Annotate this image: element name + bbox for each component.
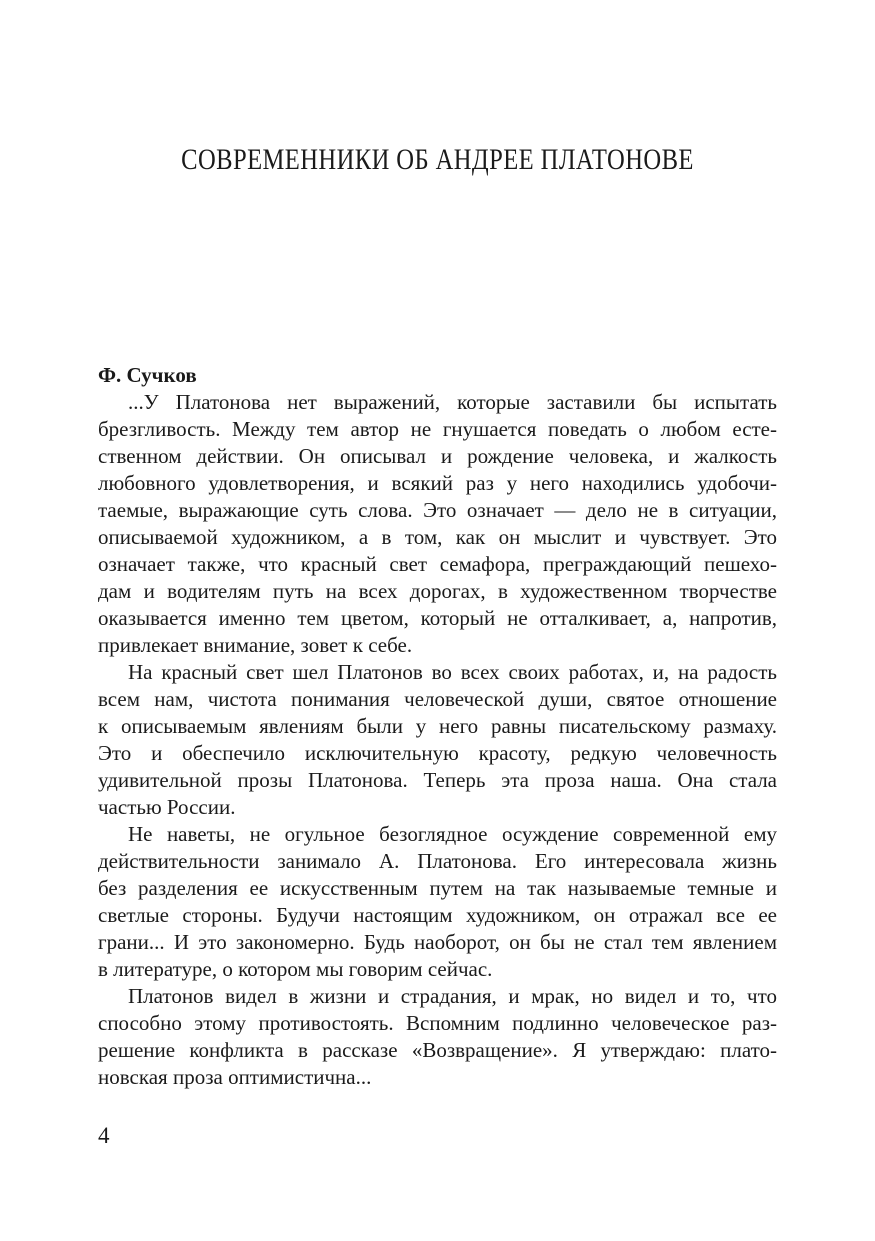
text-line: оказывается именно тем цветом, который не отталкивает, а, напротив,: [98, 606, 777, 630]
paragraph: [98, 389, 777, 659]
text-line: Платонов видел в жизни и страдания, и мрак, но видел и то, что: [128, 984, 777, 1008]
author-name: Ф. Сучков: [98, 363, 197, 387]
text-line: дам и водителям путь на всех дорогах, в художественном творчестве: [98, 579, 777, 603]
page-number: 4: [98, 1123, 110, 1148]
text-line: описываемой художником, а в том, как он мыслит и чувствует. Это: [98, 525, 777, 549]
text-line: брезгливость. Между тем автор не гнушается поведать о любом есте-: [98, 417, 777, 441]
text-line: На красный свет шел Платонов во всех своих работах, и, на радость: [128, 660, 777, 684]
text-line: ственном действии. Он описывал и рождение человека, и жалкость: [98, 444, 777, 468]
text-line: всем нам, чистота понимания человеческой души, святое отношение: [98, 687, 777, 711]
text-line: в литературе, о котором мы говорим сейчас.: [98, 957, 493, 981]
text-line: способно этому противостоять. Вспомним подлинно человеческое раз-: [98, 1011, 777, 1035]
paragraph: [98, 983, 777, 1091]
text-line: удивительной прозы Платонова. Теперь эта проза наша. Она стала: [98, 768, 777, 792]
text-line: к описываемым явлениям были у него равны писательскому размаху.: [98, 714, 777, 738]
article: [98, 362, 777, 1091]
text-line: светлые стороны. Будучи настоящим художником, он отражал все ее: [98, 903, 777, 927]
text-line: без разделения ее искусственным путем на так называемые темные и: [98, 876, 777, 900]
text-line: новская проза оптимистична...: [98, 1065, 372, 1089]
text-line: таемые, выражающие суть слова. Это означает — дело не в ситуации,: [98, 498, 777, 522]
text-line: действительности занимало А. Платонова. Его интересовала жизнь: [98, 849, 777, 873]
text-line: привлекает внимание, зовет к себе.: [98, 633, 413, 657]
text-line: решение конфликта в рассказе «Возвращение». Я утверждаю: плато-: [98, 1038, 777, 1062]
text-line: грани... И это закономерно. Будь наоборот, он бы не стал тем явлением: [98, 930, 777, 954]
paragraph: [98, 821, 777, 983]
text-line: ...У Платонова нет выражений, которые заставили бы испытать: [128, 390, 777, 414]
text-line: означает также, что красный свет семафора, преграждающий пешехо-: [98, 552, 777, 576]
text-line: частью России.: [98, 795, 236, 819]
text-line: любовного удовлетворения, и всякий раз у него находились удобочи-: [98, 471, 777, 495]
page-title: СОВРЕМЕННИКИ ОБ АНДРЕЕ ПЛАТОНОВЕ: [181, 143, 694, 176]
text-line: Не наветы, не огульное безоглядное осуждение современной ему: [128, 822, 777, 846]
paragraph: [98, 659, 777, 821]
text-line: Это и обеспечило исключительную красоту, редкую человечность: [98, 741, 777, 765]
